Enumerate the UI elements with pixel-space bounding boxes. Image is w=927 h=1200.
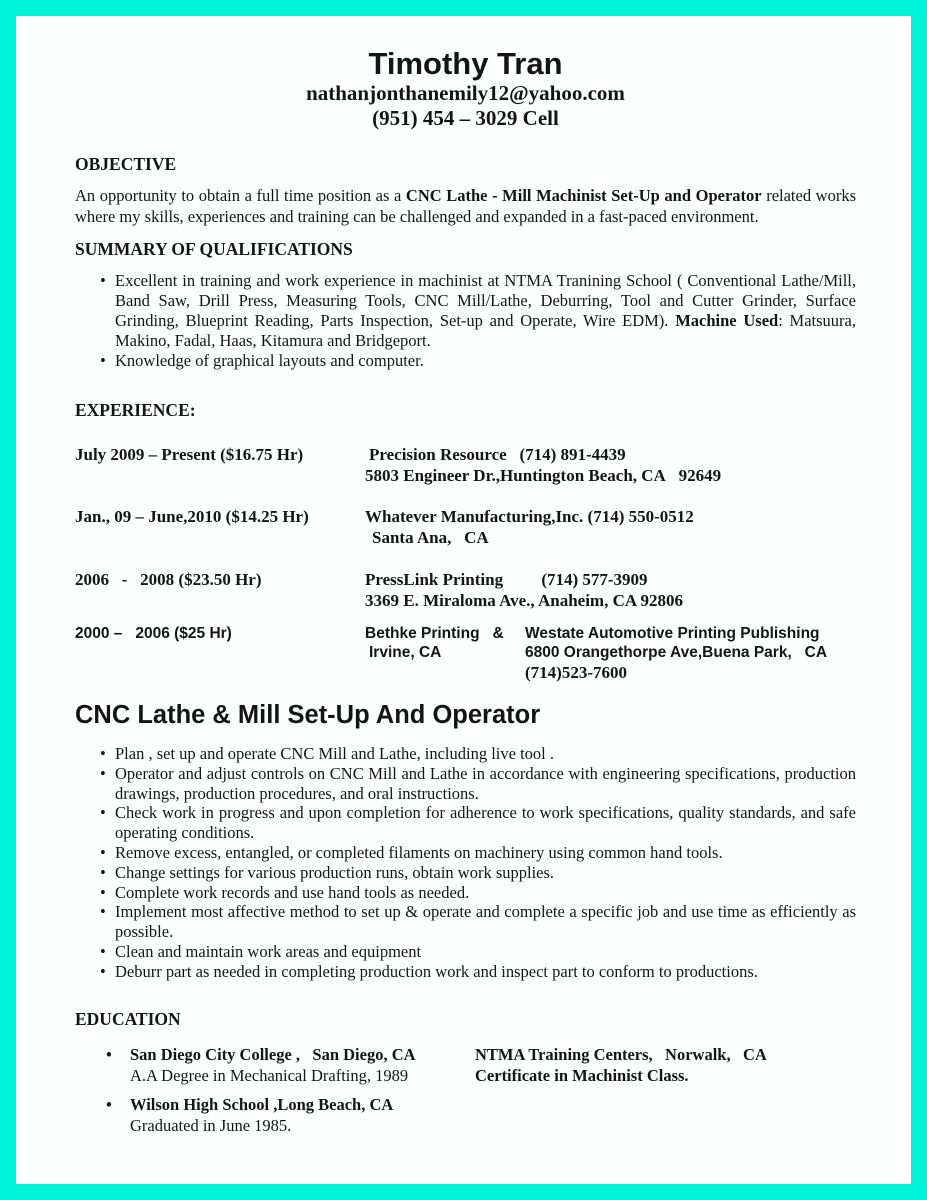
job-details xyxy=(365,506,694,548)
job-address: 5803 Engineer Dr.,Huntington Beach, CA 92649 xyxy=(365,465,722,485)
duty-item: • Complete work records and use hand tools as needed. xyxy=(75,883,856,903)
summary-bullet-2: • Knowledge of graphical layouts and computer. xyxy=(75,351,856,371)
school-degree: Certificate in Machinist Class. xyxy=(475,1065,689,1085)
objective-heading: OBJECTIVE xyxy=(75,153,177,174)
job-company-name: Bethke Printing & xyxy=(365,624,504,642)
job-period: July 2009 – Present ($16.75 Hr) xyxy=(75,444,304,464)
candidate-name: Timothy Tran xyxy=(368,46,563,81)
summary-list xyxy=(75,271,856,371)
objective-paragraph xyxy=(75,185,856,227)
role-title: CNC Lathe & Mill Set-Up And Operator xyxy=(75,701,541,730)
job-company-phone: Whatever Manufacturing,Inc. (714) 550-0512 xyxy=(365,506,694,526)
resume-content xyxy=(16,16,911,1136)
job-company-a xyxy=(365,624,525,683)
duty-item: • Implement most affective method to set up & operate and complete a specific job and use time as efficiently as possible. xyxy=(75,902,856,942)
education-school xyxy=(475,1044,767,1086)
duty-item: • Plan , set up and operate CNC Mill and Lathe, including live tool . xyxy=(75,744,856,764)
duties-list xyxy=(75,744,856,982)
candidate-phone: (951) 454 – 3029 Cell xyxy=(372,105,559,130)
job-period: 2006 - 2008 ($23.50 Hr) xyxy=(75,569,262,589)
school-name: • Wilson High School ,Long Beach, CA xyxy=(130,1094,394,1114)
job-period: Jan., 09 – June,2010 ($14.25 Hr) xyxy=(75,506,309,526)
job-company-phone: Precision Resource (714) 891-4439 xyxy=(369,444,626,464)
duty-item: • Clean and maintain work areas and equipment xyxy=(75,942,856,962)
job-details xyxy=(365,624,827,683)
job-company-name: Westate Automotive Printing Publishing xyxy=(525,624,820,642)
experience-heading: EXPERIENCE: xyxy=(75,399,196,420)
job-company-city: Irvine, CA xyxy=(369,644,442,662)
job-details xyxy=(365,569,683,611)
school-degree: Graduated in June 1985. xyxy=(130,1115,292,1135)
summary-heading: SUMMARY OF QUALIFICATIONS xyxy=(75,239,353,260)
duty-item: • Operator and adjust controls on CNC Mill and Lathe in accordance with engineering specifications, production drawings, production procedures, and oral instructions. xyxy=(75,764,856,804)
summary-bullet-1-text: Excellent in training and work experience in machinist at NTMA Tranining School ( Conventional Lathe/Mill, Band Saw, Drill Press, Measuring Tools, CNC Mill/Lathe, Deburring, Tool and Cutter Grinder, Surface Grinding, Blueprint Reading, Parts Inspection, Set-up and Operate, Wire EDM). xyxy=(115,270,856,330)
school-name: NTMA Training Centers, Norwalk, CA xyxy=(475,1044,767,1064)
education-heading: EDUCATION xyxy=(75,1008,181,1029)
job-details xyxy=(365,444,721,486)
job-address: 3369 E. Miraloma Ave., Anaheim, CA 92806 xyxy=(365,590,683,610)
experience-entry xyxy=(75,569,856,611)
experience-entry xyxy=(75,444,856,486)
job-company-phone: PressLink Printing (714) 577-3909 xyxy=(365,569,648,589)
job-address: 6800 Orangethorpe Ave,Buena Park, CA xyxy=(525,644,828,662)
job-address: Santa Ana, CA xyxy=(372,527,489,547)
summary-bullet-1-after: : Matsuura, Makino, Fadal, Haas, Kitamura and Bridgeport. xyxy=(115,310,856,350)
objective-text-after: related works where my skills, experiences and training can be challenged and expanded in a fast-paced environment. xyxy=(75,186,856,227)
duty-item: • Check work in progress and upon completion for adherence to work specifications, quality standards, and safe operating conditions. xyxy=(75,803,856,843)
education-school xyxy=(130,1094,475,1136)
header xyxy=(75,48,856,131)
experience-entry xyxy=(75,506,856,548)
job-phone: (714)523-7600 xyxy=(525,662,627,682)
experience-entry xyxy=(75,624,856,683)
summary-bullet-1-bold: Machine Used xyxy=(675,310,779,330)
education-entry xyxy=(75,1044,856,1086)
school-degree: A.A Degree in Mechanical Drafting, 1989 xyxy=(130,1065,409,1085)
duty-item: • Change settings for various production runs, obtain work supplies. xyxy=(75,863,856,883)
education-entry xyxy=(75,1094,856,1136)
candidate-email: nathanjonthanemily12@yahoo.com xyxy=(306,80,625,105)
job-company-b xyxy=(525,624,827,683)
school-name: • San Diego City College , San Diego, CA xyxy=(130,1044,416,1064)
job-period: 2000 – 2006 ($25 Hr) xyxy=(75,624,232,642)
duty-item: • Remove excess, entangled, or completed filaments on machinery using common hand tools. xyxy=(75,843,856,863)
objective-text-before: An opportunity to obtain a full time position as a xyxy=(75,186,406,206)
duty-item: • Deburr part as needed in completing production work and inspect part to conform to productions. xyxy=(75,962,856,982)
education-school xyxy=(130,1044,475,1086)
objective-text-bold: CNC Lathe - Mill Machinist Set-Up and Operator xyxy=(405,186,762,206)
summary-bullet-1 xyxy=(75,271,856,351)
